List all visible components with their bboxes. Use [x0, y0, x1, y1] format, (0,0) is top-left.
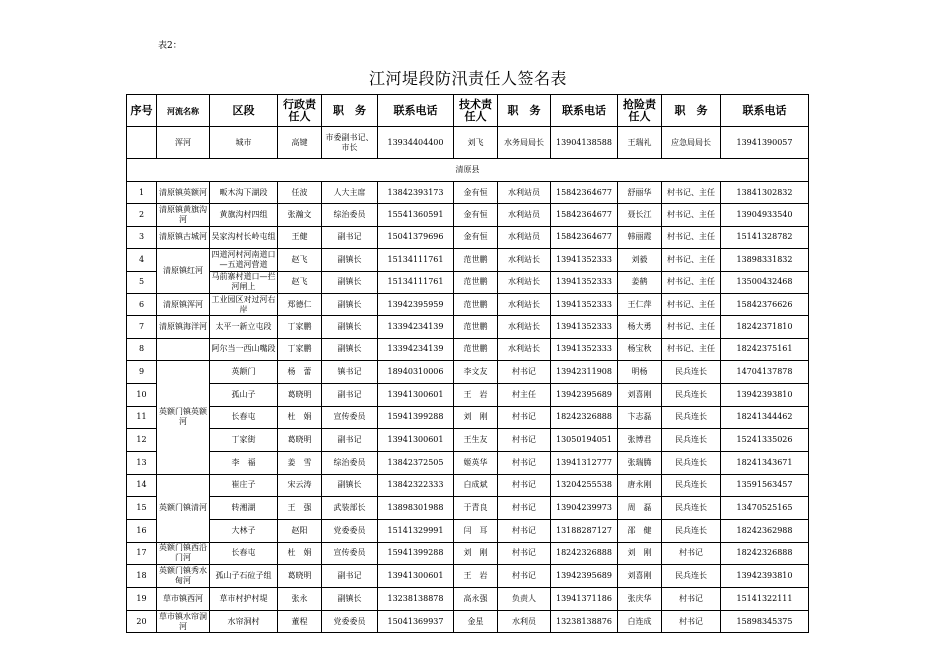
cell-seq: 12: [127, 429, 157, 452]
cell-duty3: 民兵连长: [662, 429, 721, 452]
cell-duty1: 副镇长: [322, 316, 378, 338]
cell-duty1: 党委委员: [322, 610, 378, 633]
cell-section: 丁家街: [210, 429, 278, 452]
cell-duty2: 村书记: [498, 361, 551, 384]
cell-admin: 葛晓明: [278, 429, 322, 452]
cell-section: 黄旗沟村四组: [210, 204, 278, 226]
cell-admin: 赵飞: [278, 249, 322, 271]
cell-seq: 15: [127, 497, 157, 520]
cell-duty2: 村书记: [498, 451, 551, 474]
cell-phone3: 14704137878: [721, 361, 809, 384]
cell-tech: 白成斌: [454, 474, 498, 497]
table-row: [127, 249, 809, 271]
cell-tech: 姬英华: [454, 451, 498, 474]
cell-rescue: 张博君: [618, 429, 662, 452]
cell-phone1: 13898301988: [378, 497, 454, 520]
cell-section: 畈木沟下湖段: [210, 182, 278, 204]
cell-duty3: 民兵连长: [662, 451, 721, 474]
cell-phone2: 13904138588: [551, 127, 618, 159]
cell-admin: 丁家鹏: [278, 316, 322, 338]
cell-seq: 3: [127, 226, 157, 248]
cell-phone3: 13841302832: [721, 182, 809, 204]
cell-seq: 6: [127, 293, 157, 315]
cell-duty3: 村书记、主任: [662, 182, 721, 204]
cell-phone3: 15898345375: [721, 610, 809, 633]
cell-admin: 张瀚文: [278, 204, 322, 226]
cell-phone3: 15141328782: [721, 226, 809, 248]
cell-seq: 5: [127, 271, 157, 293]
cell-phone3: 13500432468: [721, 271, 809, 293]
cell-duty3: 村书记: [662, 588, 721, 611]
cell-duty1: 副书记: [322, 226, 378, 248]
cell-phone1: 15941399288: [378, 542, 454, 565]
cell-rescue: 韩丽霞: [618, 226, 662, 248]
cell-duty2: 村书记: [498, 429, 551, 452]
cell-section: 长春屯: [210, 542, 278, 565]
cell-duty3: 村书记、主任: [662, 226, 721, 248]
cell-tech: 刘 刚: [454, 406, 498, 429]
cell-admin: 丁家鹏: [278, 338, 322, 360]
cell-phone3: 13591563457: [721, 474, 809, 497]
cell-duty2: 村书记: [498, 474, 551, 497]
cell-phone1: 13394234139: [378, 338, 454, 360]
cell-tech: 王 岩: [454, 565, 498, 588]
cell-duty3: 村书记、主任: [662, 316, 721, 338]
cell-phone3: 13942393810: [721, 565, 809, 588]
cell-seq: 2: [127, 204, 157, 226]
cell-duty3: 民兵连长: [662, 383, 721, 406]
cell-admin: 郑德仁: [278, 293, 322, 315]
cell-duty2: 水利员: [498, 610, 551, 633]
cell-phone3: 13898331832: [721, 249, 809, 271]
cell-seq: [127, 127, 157, 159]
header-seq: 序号: [127, 95, 157, 127]
cell-duty2: 村书记: [498, 565, 551, 588]
cell-phone1: 13942395959: [378, 293, 454, 315]
cell-admin: 葛晓明: [278, 565, 322, 588]
cell-section: 吴家沟村长岭屯组: [210, 226, 278, 248]
cell-section: 转湘湖: [210, 497, 278, 520]
cell-seq: 7: [127, 316, 157, 338]
table-row: [127, 383, 809, 406]
cell-phone2: 13904239973: [551, 497, 618, 520]
cell-phone2: 13942395689: [551, 383, 618, 406]
cell-tech: 于青良: [454, 497, 498, 520]
table-row: [127, 519, 809, 542]
cell-tech: 刘 刚: [454, 542, 498, 565]
cell-admin: 宋云涛: [278, 474, 322, 497]
cell-rescue: 刘喜刚: [618, 383, 662, 406]
cell-duty3: 村书记、主任: [662, 338, 721, 360]
cell-section: 大林子: [210, 519, 278, 542]
cell-phone2: 15842364677: [551, 204, 618, 226]
cell-seq: 13: [127, 451, 157, 474]
cell-phone1: 13238138878: [378, 588, 454, 611]
cell-duty2: 村书记: [498, 519, 551, 542]
cell-phone1: 15941399288: [378, 406, 454, 429]
header-section: 区段: [210, 95, 278, 127]
table-row: [127, 610, 809, 633]
cell-phone1: 15541360591: [378, 204, 454, 226]
cell-duty1: 宣传委员: [322, 406, 378, 429]
cell-phone2: 13238138876: [551, 610, 618, 633]
cell-admin: 杨 蕾: [278, 361, 322, 384]
header-duty1: 职 务: [322, 95, 378, 127]
cell-seq: 1: [127, 182, 157, 204]
cell-tech: 李文友: [454, 361, 498, 384]
cell-admin: 葛晓明: [278, 383, 322, 406]
cell-duty3: 村书记、主任: [662, 204, 721, 226]
header-admin: 行政责任人: [278, 95, 322, 127]
cell-duty1: 宣传委员: [322, 542, 378, 565]
cell-rescue: 王瑞礼: [618, 127, 662, 159]
cell-rescue: 邵 健: [618, 519, 662, 542]
table-row: [127, 429, 809, 452]
cell-phone3: 13904933540: [721, 204, 809, 226]
page-title: 江河堤段防汛责任人签名表: [368, 69, 567, 88]
cell-duty2: 水务局局长: [498, 127, 551, 159]
cell-duty3: 村书记、主任: [662, 271, 721, 293]
table-row: [127, 182, 809, 204]
cell-rescue: 白连成: [618, 610, 662, 633]
cell-duty2: 村书记: [498, 542, 551, 565]
cell-river: 清原镇古城河: [157, 226, 210, 248]
cell-duty2: 水利站员: [498, 204, 551, 226]
cell-duty1: 副镇长: [322, 271, 378, 293]
cell-admin: 赵阳: [278, 519, 322, 542]
cell-phone1: 13842393173: [378, 182, 454, 204]
cell-section: 长春屯: [210, 406, 278, 429]
cell-phone3: 18241343671: [721, 451, 809, 474]
cell-duty3: 民兵连长: [662, 474, 721, 497]
cell-tech: 王 岩: [454, 383, 498, 406]
cell-seq: 4: [127, 249, 157, 271]
cell-duty3: 民兵连长: [662, 565, 721, 588]
cell-river: 清原镇红河: [157, 249, 210, 294]
cell-duty3: 村书记、主任: [662, 249, 721, 271]
cell-tech: 刘飞: [454, 127, 498, 159]
cell-rescue: 杨宝秋: [618, 338, 662, 360]
header-phone1: 联系电话: [378, 95, 454, 127]
cell-phone3: 15141322111: [721, 588, 809, 611]
cell-duty1: 副镇长: [322, 338, 378, 360]
cell-phone1: 15141329991: [378, 519, 454, 542]
cell-phone1: 15041369937: [378, 610, 454, 633]
cell-phone1: 15134111761: [378, 249, 454, 271]
cell-rescue: 王仁萍: [618, 293, 662, 315]
cell-river: 清原镇浑河: [157, 293, 210, 315]
cell-duty2: 水利站员: [498, 226, 551, 248]
header-river: 河流名称: [157, 95, 210, 127]
cell-phone3: 18242375161: [721, 338, 809, 360]
cell-duty1: 市委副书记、市长: [322, 127, 378, 159]
responsibility-table: [126, 94, 809, 633]
cell-phone1: 13394234139: [378, 316, 454, 338]
cell-tech: 范世鹏: [454, 271, 498, 293]
cell-phone1: 13941300601: [378, 565, 454, 588]
cell-section: 马前寨村道口—拦河闸上: [210, 271, 278, 293]
header-tech: 技术责任人: [454, 95, 498, 127]
cell-tech: 金有恒: [454, 182, 498, 204]
cell-tech: 范世鹏: [454, 293, 498, 315]
cell-river: 英额门镇英额河: [157, 361, 210, 474]
cell-section: 英额门: [210, 361, 278, 384]
cell-tech: 金有恒: [454, 204, 498, 226]
cell-phone2: 13188287127: [551, 519, 618, 542]
cell-duty2: 村书记: [498, 406, 551, 429]
cell-phone3: 18242371810: [721, 316, 809, 338]
cell-seq: 14: [127, 474, 157, 497]
cell-phone2: 13941371186: [551, 588, 618, 611]
cell-section: 太平一新立屯段: [210, 316, 278, 338]
table-note: 表2：: [158, 41, 182, 51]
cell-duty3: 应急局局长: [662, 127, 721, 159]
cell-rescue: 刘毅: [618, 249, 662, 271]
cell-section: 崔庄子: [210, 474, 278, 497]
cell-seq: 11: [127, 406, 157, 429]
cell-section: 四道河村河南道口—五道河营道: [210, 249, 278, 271]
city-row: [127, 127, 809, 159]
cell-river: 清原镇海洋河: [157, 316, 210, 338]
cell-rescue: 卞志磊: [618, 406, 662, 429]
cell-phone1: 13941300601: [378, 429, 454, 452]
table-row: [127, 451, 809, 474]
cell-river: 浑河: [157, 127, 210, 159]
cell-phone3: 13941390057: [721, 127, 809, 159]
cell-seq: 19: [127, 588, 157, 611]
cell-seq: 9: [127, 361, 157, 384]
cell-admin: 高键: [278, 127, 322, 159]
cell-phone2: 13941352333: [551, 271, 618, 293]
cell-duty1: 副书记: [322, 429, 378, 452]
cell-rescue: 周 磊: [618, 497, 662, 520]
cell-duty2: 负责人: [498, 588, 551, 611]
cell-admin: 杜 娟: [278, 406, 322, 429]
cell-river: 清原镇英额河: [157, 182, 210, 204]
table-row: [127, 316, 809, 338]
cell-seq: 18: [127, 565, 157, 588]
cell-phone2: 13941312777: [551, 451, 618, 474]
table-row: [127, 271, 809, 293]
cell-duty3: 民兵连长: [662, 406, 721, 429]
cell-river: 草市镇西河: [157, 588, 210, 611]
cell-duty2: 水利站长: [498, 338, 551, 360]
cell-tech: 范世鹏: [454, 338, 498, 360]
header-row: [127, 95, 809, 127]
cell-section: 工业园区对过河右岸: [210, 293, 278, 315]
table-row: [127, 588, 809, 611]
cell-phone2: 13941352333: [551, 338, 618, 360]
cell-rescue: 张庆华: [618, 588, 662, 611]
cell-rescue: 唐永刚: [618, 474, 662, 497]
cell-duty1: 副书记: [322, 383, 378, 406]
cell-phone1: 13842372505: [378, 451, 454, 474]
cell-tech: 闫 耳: [454, 519, 498, 542]
cell-duty3: 村书记、主任: [662, 293, 721, 315]
cell-duty1: 武装部长: [322, 497, 378, 520]
cell-rescue: 杨大勇: [618, 316, 662, 338]
cell-duty1: 党委委员: [322, 519, 378, 542]
cell-section: 水帘洞村: [210, 610, 278, 633]
cell-tech: 金有恒: [454, 226, 498, 248]
cell-phone2: 18242326888: [551, 542, 618, 565]
table-row: [127, 565, 809, 588]
cell-duty1: 副镇长: [322, 293, 378, 315]
cell-section: 城市: [210, 127, 278, 159]
cell-duty2: 水利站长: [498, 316, 551, 338]
cell-admin: 王 强: [278, 497, 322, 520]
cell-phone3: 15241335026: [721, 429, 809, 452]
cell-phone3: 18242326888: [721, 542, 809, 565]
header-phone3: 联系电话: [721, 95, 809, 127]
cell-phone2: 15842364677: [551, 182, 618, 204]
cell-section: 阿尔当一西山嘴段: [210, 338, 278, 360]
cell-duty1: 综治委员: [322, 204, 378, 226]
cell-river: 英额门镇清河: [157, 474, 210, 542]
cell-admin: 姜 雪: [278, 451, 322, 474]
cell-phone2: 13941352333: [551, 316, 618, 338]
cell-section: 草市村护村堤: [210, 588, 278, 611]
cell-rescue: 明杨: [618, 361, 662, 384]
table-row: [127, 406, 809, 429]
section-header-row: [127, 159, 809, 182]
cell-river: 英额门镇西沿门河: [157, 542, 210, 565]
cell-phone1: 15041379696: [378, 226, 454, 248]
cell-admin: 董程: [278, 610, 322, 633]
cell-phone2: 13050194051: [551, 429, 618, 452]
cell-phone2: 15842364677: [551, 226, 618, 248]
cell-duty1: 镇书记: [322, 361, 378, 384]
cell-duty1: 副镇长: [322, 588, 378, 611]
cell-duty2: 水利站长: [498, 249, 551, 271]
table-row: [127, 361, 809, 384]
cell-duty2: 村书记: [498, 497, 551, 520]
header-duty2: 职 务: [498, 95, 551, 127]
table-row: [127, 293, 809, 315]
cell-duty1: 副书记: [322, 565, 378, 588]
cell-rescue: 刘 刚: [618, 542, 662, 565]
cell-duty3: 村书记: [662, 542, 721, 565]
cell-section: 孤山子石砬子组: [210, 565, 278, 588]
cell-river: 清原镇黄旗沟河: [157, 204, 210, 226]
cell-seq: 16: [127, 519, 157, 542]
cell-rescue: 姜鹤: [618, 271, 662, 293]
cell-seq: 8: [127, 338, 157, 360]
cell-rescue: 舒丽华: [618, 182, 662, 204]
cell-duty2: 水利站员: [498, 182, 551, 204]
cell-duty2: 村主任: [498, 383, 551, 406]
table-row: [127, 542, 809, 565]
cell-tech: 金星: [454, 610, 498, 633]
cell-phone3: 18241344462: [721, 406, 809, 429]
table-row: [127, 474, 809, 497]
header-rescue: 抢险责任人: [618, 95, 662, 127]
table-row: [127, 338, 809, 360]
cell-phone1: 13842322333: [378, 474, 454, 497]
cell-admin: 赵飞: [278, 271, 322, 293]
cell-phone3: 13942393810: [721, 383, 809, 406]
cell-admin: 杜 娟: [278, 542, 322, 565]
cell-river: [157, 338, 210, 360]
cell-phone1: 13941300601: [378, 383, 454, 406]
cell-seq: 10: [127, 383, 157, 406]
header-phone2: 联系电话: [551, 95, 618, 127]
cell-duty2: 水利站长: [498, 293, 551, 315]
cell-duty3: 村书记: [662, 610, 721, 633]
cell-duty1: 副镇长: [322, 474, 378, 497]
cell-phone2: 18242326888: [551, 406, 618, 429]
cell-duty1: 副镇长: [322, 249, 378, 271]
cell-rescue: 聂长江: [618, 204, 662, 226]
cell-duty2: 水利站长: [498, 271, 551, 293]
cell-rescue: 张瑞腾: [618, 451, 662, 474]
table-row: [127, 497, 809, 520]
cell-phone3: 15842376626: [721, 293, 809, 315]
table-row: [127, 226, 809, 248]
cell-phone1: 15134111761: [378, 271, 454, 293]
cell-river: 英额门镇秀水甸河: [157, 565, 210, 588]
cell-seq: 20: [127, 610, 157, 633]
cell-phone1: 18940310006: [378, 361, 454, 384]
cell-phone3: 18242362988: [721, 519, 809, 542]
cell-section: 李 福: [210, 451, 278, 474]
cell-duty1: 人大主席: [322, 182, 378, 204]
cell-admin: 王健: [278, 226, 322, 248]
cell-admin: 任波: [278, 182, 322, 204]
cell-admin: 张永: [278, 588, 322, 611]
cell-duty3: 民兵连长: [662, 361, 721, 384]
cell-tech: 高永强: [454, 588, 498, 611]
cell-phone2: 13942311908: [551, 361, 618, 384]
cell-tech: 范世鹏: [454, 316, 498, 338]
cell-phone3: 13470525165: [721, 497, 809, 520]
cell-rescue: 刘喜刚: [618, 565, 662, 588]
cell-tech: 王生友: [454, 429, 498, 452]
cell-phone2: 13941352333: [551, 293, 618, 315]
cell-phone2: 13941352333: [551, 249, 618, 271]
table-row: [127, 204, 809, 226]
cell-phone1: 13934404400: [378, 127, 454, 159]
cell-section: 孤山子: [210, 383, 278, 406]
cell-river: 草市镇水帘洞河: [157, 610, 210, 633]
section-title: 清原县: [127, 159, 809, 182]
cell-tech: 范世鹏: [454, 249, 498, 271]
cell-seq: 17: [127, 542, 157, 565]
cell-duty3: 民兵连长: [662, 497, 721, 520]
cell-phone2: 13942395689: [551, 565, 618, 588]
header-duty3: 职 务: [662, 95, 721, 127]
cell-phone2: 13204255538: [551, 474, 618, 497]
cell-duty1: 综治委员: [322, 451, 378, 474]
cell-duty3: 民兵连长: [662, 519, 721, 542]
